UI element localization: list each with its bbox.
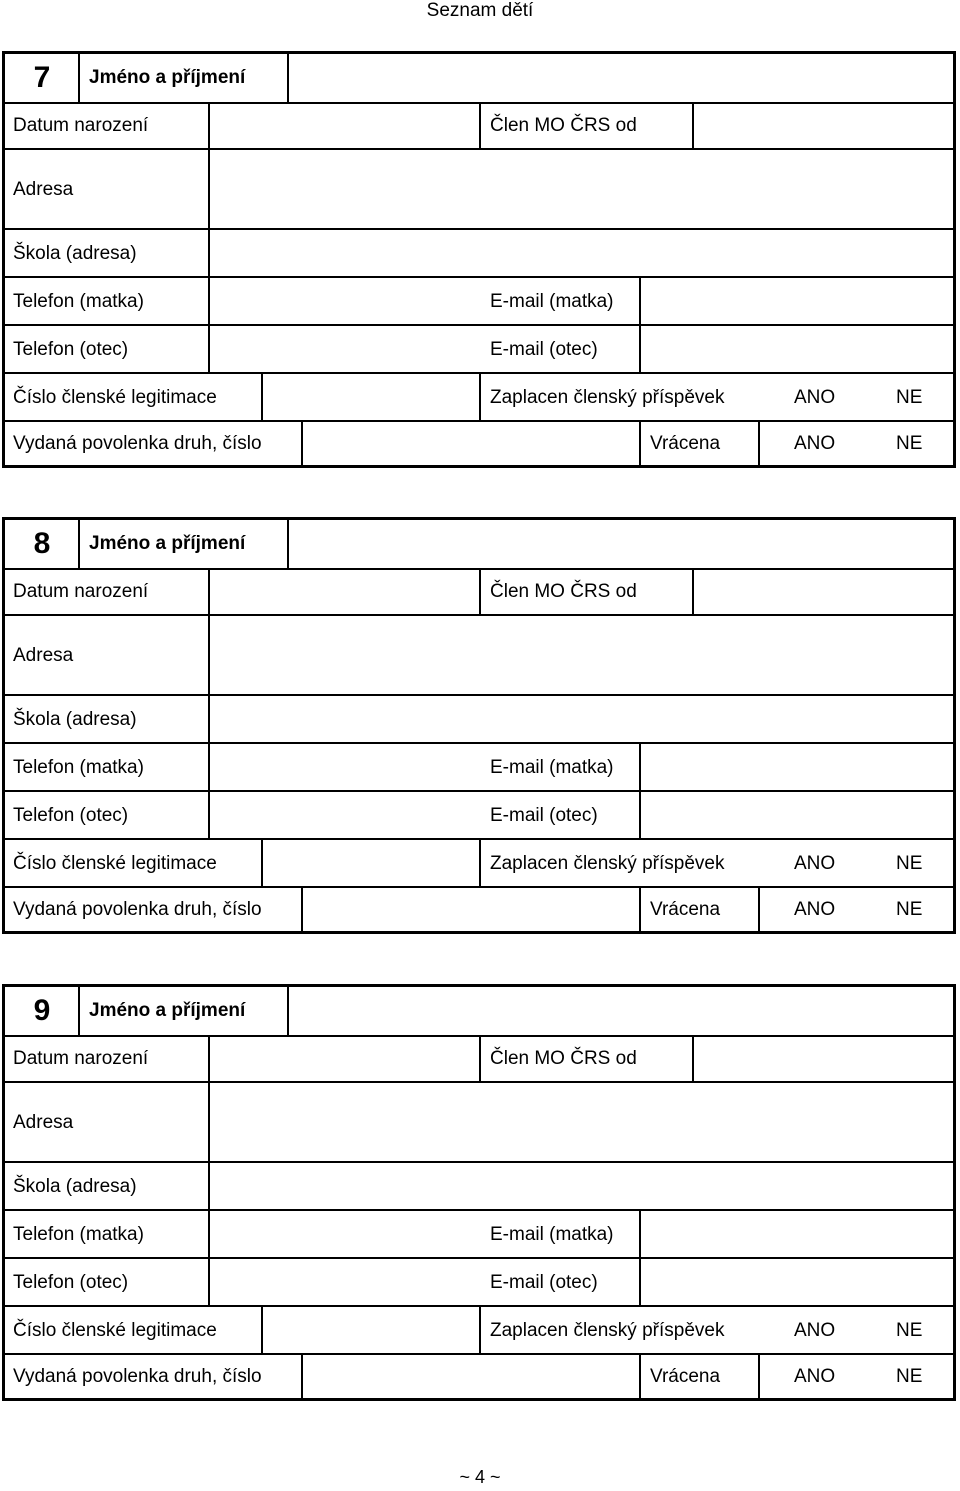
father-email-label: E-mail (otec) — [490, 339, 598, 360]
school-label: Škola (adresa) — [13, 1176, 137, 1197]
child-record-card-7 — [2, 51, 956, 468]
member-since-field[interactable] — [694, 568, 953, 614]
mother-contact-row — [5, 744, 953, 792]
school-label: Škola (adresa) — [13, 243, 137, 264]
mother-phone-field[interactable] — [210, 1211, 479, 1257]
membership-card-label: Číslo členské legitimace — [13, 853, 217, 874]
name-label: Jméno a příjmení — [89, 533, 246, 554]
name-row — [5, 54, 953, 102]
mother-email-label: E-mail (matka) — [490, 291, 614, 312]
name-row — [5, 987, 953, 1035]
address-field[interactable] — [210, 1083, 953, 1161]
permit-field[interactable] — [303, 1355, 639, 1398]
birthdate-row — [5, 568, 953, 616]
membership-card-row — [5, 374, 953, 422]
permit-label: Vydaná povolenka druh, číslo — [13, 1366, 262, 1387]
name-field[interactable] — [289, 520, 953, 566]
name-label: Jméno a příjmení — [89, 1000, 246, 1021]
membership-card-field[interactable] — [263, 1307, 479, 1353]
father-email-field[interactable] — [641, 1259, 953, 1305]
fee-paid-label: Zaplacen členský příspěvek — [490, 853, 725, 874]
school-label: Škola (adresa) — [13, 709, 137, 730]
father-phone-field[interactable] — [210, 326, 479, 372]
membership-card-row — [5, 1307, 953, 1355]
returned-yes-option[interactable]: ANO — [794, 1366, 836, 1387]
address-field[interactable] — [210, 150, 953, 228]
father-email-field[interactable] — [641, 326, 953, 372]
name-field[interactable] — [289, 987, 953, 1033]
membership-card-field[interactable] — [263, 840, 479, 886]
fee-paid-label: Zaplacen členský příspěvek — [490, 387, 725, 408]
permit-row — [5, 422, 953, 465]
member-since-label: Člen MO ČRS od — [490, 1048, 637, 1069]
membership-card-row — [5, 840, 953, 888]
member-since-field[interactable] — [694, 102, 953, 148]
returned-no-option[interactable]: NE — [896, 433, 923, 454]
school-row — [5, 696, 953, 744]
name-row — [5, 520, 953, 568]
returned-label: Vrácena — [650, 433, 721, 454]
father-contact-row — [5, 792, 953, 840]
permit-field[interactable] — [303, 888, 639, 931]
mother-contact-row — [5, 1211, 953, 1259]
fee-paid-no-option[interactable]: NE — [896, 387, 923, 408]
permit-label: Vydaná povolenka druh, číslo — [13, 433, 262, 454]
fee-paid-yes-option[interactable]: ANO — [794, 1320, 836, 1341]
name-label: Jméno a příjmení — [89, 67, 246, 88]
address-row — [5, 616, 953, 696]
membership-card-label: Číslo členské legitimace — [13, 1320, 217, 1341]
returned-label: Vrácena — [650, 899, 721, 920]
mother-phone-label: Telefon (matka) — [13, 757, 144, 778]
returned-yes-option[interactable]: ANO — [794, 433, 836, 454]
birthdate-field[interactable] — [210, 1035, 479, 1081]
father-contact-row — [5, 326, 953, 374]
returned-label: Vrácena — [650, 1366, 721, 1387]
mother-phone-label: Telefon (matka) — [13, 1224, 144, 1245]
birthdate-row — [5, 102, 953, 150]
fee-paid-yes-option[interactable]: ANO — [794, 853, 836, 874]
fee-paid-yes-option[interactable]: ANO — [794, 387, 836, 408]
birthdate-label: Datum narození — [13, 115, 149, 136]
mother-email-label: E-mail (matka) — [490, 757, 614, 778]
father-email-field[interactable] — [641, 792, 953, 838]
address-label: Adresa — [13, 179, 74, 200]
membership-card-label: Číslo členské legitimace — [13, 387, 217, 408]
birthdate-label: Datum narození — [13, 1048, 149, 1069]
mother-email-field[interactable] — [641, 278, 953, 324]
father-phone-field[interactable] — [210, 792, 479, 838]
child-record-card-8 — [2, 517, 956, 934]
father-phone-field[interactable] — [210, 1259, 479, 1305]
record-number: 8 — [33, 527, 51, 560]
mother-contact-row — [5, 278, 953, 326]
address-label: Adresa — [13, 1112, 74, 1133]
birthdate-label: Datum narození — [13, 581, 149, 602]
name-field[interactable] — [289, 54, 953, 100]
school-row — [5, 1163, 953, 1211]
returned-yes-option[interactable]: ANO — [794, 899, 836, 920]
mother-phone-label: Telefon (matka) — [13, 291, 144, 312]
fee-paid-label: Zaplacen členský příspěvek — [490, 1320, 725, 1341]
returned-no-option[interactable]: NE — [896, 899, 923, 920]
school-field[interactable] — [210, 1163, 953, 1209]
father-contact-row — [5, 1259, 953, 1307]
address-row — [5, 1083, 953, 1163]
mother-phone-field[interactable] — [210, 278, 479, 324]
permit-row — [5, 1355, 953, 1398]
school-row — [5, 230, 953, 278]
child-record-card-9 — [2, 984, 956, 1401]
address-field[interactable] — [210, 616, 953, 694]
birthdate-field[interactable] — [210, 568, 479, 614]
permit-row — [5, 888, 953, 931]
member-since-label: Člen MO ČRS od — [490, 115, 637, 136]
father-email-label: E-mail (otec) — [490, 805, 598, 826]
permit-label: Vydaná povolenka druh, číslo — [13, 899, 262, 920]
birthdate-row — [5, 1035, 953, 1083]
father-phone-label: Telefon (otec) — [13, 805, 129, 826]
page-number: ~ 4 ~ — [459, 1467, 501, 1487]
member-since-label: Člen MO ČRS od — [490, 581, 637, 602]
fee-paid-no-option[interactable]: NE — [896, 853, 923, 874]
address-label: Adresa — [13, 645, 74, 666]
fee-paid-no-option[interactable]: NE — [896, 1320, 923, 1341]
mother-email-label: E-mail (matka) — [490, 1224, 614, 1245]
returned-no-option[interactable]: NE — [896, 1366, 923, 1387]
record-number: 9 — [33, 994, 51, 1027]
mother-phone-field[interactable] — [210, 744, 479, 790]
father-phone-label: Telefon (otec) — [13, 1272, 129, 1293]
father-email-label: E-mail (otec) — [490, 1272, 598, 1293]
father-phone-label: Telefon (otec) — [13, 339, 129, 360]
mother-email-field[interactable] — [641, 744, 953, 790]
member-since-field[interactable] — [694, 1035, 953, 1081]
record-number: 7 — [33, 61, 51, 94]
page-title: Seznam dětí — [426, 0, 534, 21]
birthdate-field[interactable] — [210, 102, 479, 148]
address-row — [5, 150, 953, 230]
school-field[interactable] — [210, 696, 953, 742]
school-field[interactable] — [210, 230, 953, 276]
membership-card-field[interactable] — [263, 374, 479, 420]
mother-email-field[interactable] — [641, 1211, 953, 1257]
permit-field[interactable] — [303, 422, 639, 465]
